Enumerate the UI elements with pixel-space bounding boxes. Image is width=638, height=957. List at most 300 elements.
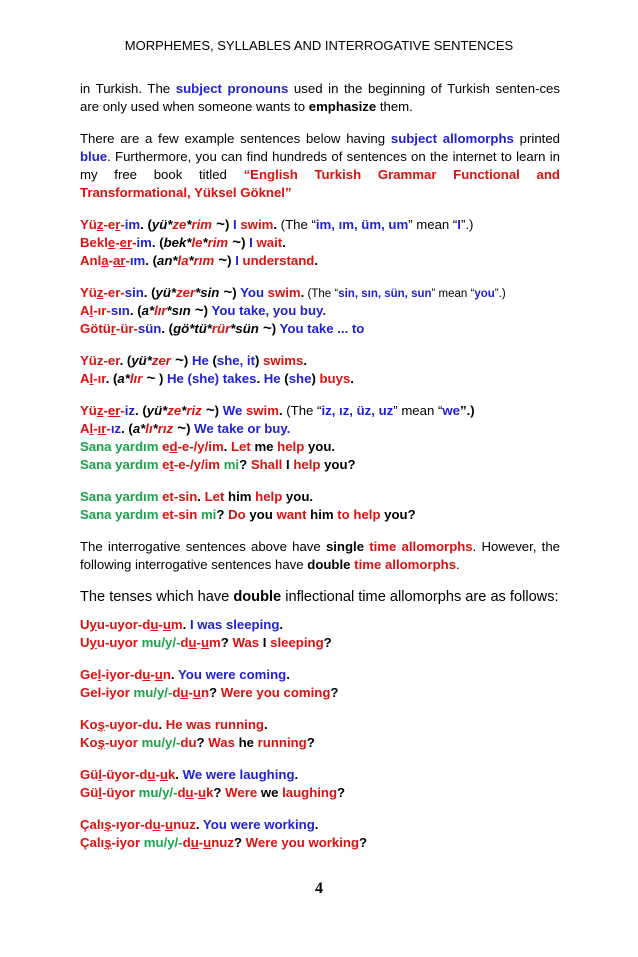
example-group (80, 666, 560, 702)
sentence-segment: l (89, 371, 94, 386)
sentence-segment: . (278, 403, 283, 418)
sentence-segment: im (136, 235, 152, 250)
sentence-segment: . ( (135, 403, 147, 418)
sentence-segment: -uyor (104, 635, 142, 650)
sentence-segment: ? (337, 785, 346, 800)
sentence-segment: . (314, 253, 319, 268)
example-sentence (80, 634, 560, 652)
keyword-emphasize: emphasize (308, 99, 377, 114)
sentence-segment: yü* (155, 285, 177, 300)
sentence-segment: nuz (211, 835, 234, 850)
sentence-segment: lır (154, 303, 167, 318)
example-sentence (80, 684, 560, 702)
sentence-segment: gö*tü* (173, 321, 212, 336)
sentence-segment: -üyor (102, 785, 139, 800)
text-run: The interrogative sentences above have (80, 539, 326, 554)
sentence-segment: . (195, 817, 203, 832)
sentence-segment: z (96, 403, 104, 418)
example-sentence (80, 784, 560, 802)
interrogative-paragraph (80, 538, 560, 574)
example-sentence (80, 252, 560, 270)
sentence-segment: You take, you buy. (211, 303, 327, 318)
sentence-segment: -e-/y/im (173, 457, 224, 472)
sentence-segment: iz, ız, üz, uz (321, 403, 394, 418)
sentence-segment: - (196, 635, 201, 650)
sentence-segment: Yüz (80, 353, 104, 368)
sentence-segment: ır (97, 303, 107, 318)
example-sentence (80, 456, 560, 474)
example-sentence (80, 216, 560, 234)
sentence-segment: u (188, 635, 197, 650)
sentence-segment: ? (239, 457, 251, 472)
sentence-segment: Anl (80, 253, 102, 268)
sentence-segment: Bekl (80, 235, 108, 250)
sentence-segment: I was sleeping (189, 617, 280, 632)
sentence-segment: He (191, 353, 209, 368)
sentence-segment: u (154, 667, 163, 682)
sentence-segment: er (107, 403, 121, 418)
sentence-segment: - (93, 303, 98, 318)
example-group (80, 216, 560, 270)
keyword-single: single (325, 539, 365, 554)
sentence-segment: u (165, 817, 174, 832)
tenses-heading (80, 588, 560, 606)
sentence-segment: nuz (173, 817, 196, 832)
tilde-symbol: ~ (214, 252, 228, 269)
sentence-segment: ? (213, 785, 226, 800)
sentence-segment: Çalı (80, 835, 105, 850)
example-sentence (80, 766, 560, 784)
sentence-segment: ze (172, 217, 187, 232)
sentence-segment: ) (311, 371, 320, 386)
sentence-segment: we (442, 403, 460, 418)
tilde-symbol: ~ (201, 402, 215, 419)
sentence-segment: z (96, 285, 104, 300)
sentence-segment: er (107, 353, 120, 368)
sentence-segment: m (209, 635, 221, 650)
sentence-segment: a (101, 253, 109, 268)
sentence-segment: . ( (143, 285, 156, 300)
sentence-segment: l (89, 303, 94, 318)
example-group (80, 766, 560, 802)
sentence-segment: Götü (80, 321, 111, 336)
sentence-segment: - (115, 321, 121, 336)
sentence-segment: * (152, 421, 158, 436)
example-group (80, 284, 560, 338)
sentence-segment: I (282, 457, 294, 472)
tilde-symbol: ~ (142, 370, 156, 387)
sentence-segment: ) (227, 253, 236, 268)
sentence-segment: . ( (121, 421, 133, 436)
sentence-segment: I (235, 253, 239, 268)
sentence-segment: ) (271, 321, 280, 336)
sentence-segment: A (80, 371, 90, 386)
sentence-segment: ş (97, 717, 105, 732)
sentence-segment: Ko (80, 735, 98, 750)
sentence-segment: y (89, 635, 97, 650)
sentence-segment: -iyor-d (101, 667, 143, 682)
example-sentence (80, 666, 560, 684)
text-run: printed (513, 131, 560, 146)
sentence-segment: ) (232, 285, 241, 300)
sentence-segment: u (96, 617, 105, 632)
sentence-segment: You were coming (177, 667, 287, 682)
sentence-segment: - (103, 217, 108, 232)
tilde-symbol: ~ (258, 320, 272, 337)
sentence-segment: mu/y/- (141, 735, 181, 750)
sentence-segment: m (170, 617, 183, 632)
sentence-segment: Sana yardım (80, 507, 163, 522)
sentence-segment: she, it (216, 353, 255, 368)
sentence-segment: n (162, 667, 171, 682)
sentence-segment: You take ... to (279, 321, 365, 336)
sentence-segment: *sin (195, 285, 220, 300)
sentence-segment: u (159, 767, 168, 782)
sentence-segment: ” mean “ (431, 288, 475, 300)
sentence-segment: d (182, 835, 191, 850)
sentence-segment: him (306, 507, 338, 522)
sentence-segment: - (125, 253, 130, 268)
book-title: “English Turkish Grammar Functional and Transformational, Yüksel Göknel” (80, 167, 560, 200)
sentence-segment: you (474, 288, 495, 300)
sentence-segment: ? (233, 835, 246, 850)
sentence-segment: Yü (80, 217, 97, 232)
sentence-segment: Yü (80, 285, 97, 300)
sentence-segment: Gel-iyor (80, 685, 134, 700)
sentence-segment: . (175, 767, 183, 782)
sentence-segment: ız (110, 421, 122, 436)
sentence-segment: . (263, 717, 268, 732)
example-groups-2 (80, 616, 560, 852)
sentence-segment: you (245, 507, 277, 522)
keyword-subject-allomorphs: subject allomorphs (390, 131, 514, 146)
sentence-segment: la (177, 253, 189, 268)
sentence-segment: ş (104, 835, 112, 850)
sentence-segment: Were you working (245, 835, 360, 850)
sentence-segment: help (293, 457, 321, 472)
sentence-segment: -uyor (104, 735, 142, 750)
example-sentence (80, 320, 560, 338)
sentence-segment: l (89, 421, 94, 436)
sentence-segment: ? (359, 835, 368, 850)
sentence-segment: Was (232, 635, 260, 650)
sentence-segment: to (337, 507, 350, 522)
sentence-segment: He (263, 371, 281, 386)
sentence-segment: ar (113, 253, 126, 268)
sentence-segment: Were (225, 785, 258, 800)
text-run: The tenses which have (80, 589, 234, 605)
tilde-symbol: ~ (212, 216, 225, 233)
sentence-segment: - (198, 835, 204, 850)
example-sentence (80, 488, 560, 506)
sentence-segment: A (80, 421, 90, 436)
sentence-segment: ım (129, 253, 146, 268)
sentence-segment: Çalı (80, 817, 105, 832)
sentence-segment: - (93, 371, 98, 386)
sentence-segment: him (224, 489, 256, 504)
keyword-double: double (233, 589, 282, 605)
sentence-segment: He was running (165, 717, 264, 732)
sentence-segment: - (193, 785, 199, 800)
sentence-segment: ) (183, 353, 192, 368)
sentence-segment: rım (193, 253, 215, 268)
sentence-segment: (The “ (277, 217, 316, 232)
sentence-segment: Let (231, 439, 251, 454)
sentence-segment: ) (254, 353, 264, 368)
sentence-segment: Sana yardım (80, 457, 163, 472)
sentence-segment: Yü (80, 403, 97, 418)
sentence-segment: . ( (140, 217, 152, 232)
sentence-segment: - (103, 285, 108, 300)
sentence-segment: u (162, 617, 171, 632)
sentence-segment: he (234, 735, 258, 750)
sentence-segment: - (106, 303, 111, 318)
sentence-segment: rız (157, 421, 174, 436)
sentence-segment: ? (323, 635, 332, 650)
sentence-segment: ) (224, 217, 234, 232)
example-group (80, 716, 560, 752)
tilde-symbol: ~ (228, 234, 242, 251)
sentence-segment: e (162, 439, 170, 454)
sentence-segment: . ( (151, 235, 164, 250)
sentence-segment: u (150, 617, 159, 632)
sentence-segment: -ıyor-d (111, 817, 153, 832)
sentence-segment: d (172, 685, 181, 700)
example-sentence (80, 352, 560, 370)
sentence-segment: d (180, 635, 189, 650)
sentence-segment: ? (330, 685, 339, 700)
sentence-segment: help (255, 489, 283, 504)
sentence-segment: . (197, 489, 205, 504)
sentence-segment: a* (117, 371, 130, 386)
sentence-segment: k (206, 785, 214, 800)
example-groups-1 (80, 216, 560, 524)
sentence-segment: rim (207, 235, 229, 250)
example-group (80, 816, 560, 852)
sentence-segment: du (180, 735, 197, 750)
sentence-segment: sin, sın, sün, sun (338, 288, 432, 300)
sentence-segment: im (124, 217, 141, 232)
sentence-segment: zer (151, 353, 171, 368)
example-sentence (80, 834, 560, 852)
sentence-segment: . (256, 371, 264, 386)
sentence-segment: . (282, 235, 286, 250)
sentence-segment: Was (208, 735, 235, 750)
example-sentence (80, 302, 560, 320)
sentence-segment: sın (110, 303, 130, 318)
sentence-segment: u (200, 635, 210, 650)
tilde-symbol: ~ (170, 352, 184, 369)
sentence-segment: n (200, 685, 209, 700)
sentence-segment: er (119, 235, 133, 250)
sentence-segment: you? (380, 507, 416, 522)
sentence-segment: I (259, 635, 271, 650)
example-group (80, 352, 560, 388)
sentence-segment: rür (211, 321, 231, 336)
sentence-segment: running (257, 735, 307, 750)
sentence-segment: -uyor-du (104, 717, 159, 732)
sentence-segment: ? (196, 735, 209, 750)
sentence-segment: le (191, 235, 203, 250)
keyword-double: double (307, 557, 351, 572)
sentence-segment: . (286, 667, 290, 682)
sentence-segment: Ko (80, 717, 98, 732)
text-run: in Turkish. The (80, 81, 176, 96)
sentence-segment: * (188, 253, 194, 268)
example-sentence (80, 402, 560, 420)
sentence-segment: you. (282, 489, 314, 504)
sentence-segment: u (190, 835, 199, 850)
sentence-segment: . (300, 285, 305, 300)
sentence-segment: - (160, 817, 166, 832)
sentence-segment: swims (263, 353, 304, 368)
sentence-segment: u (192, 685, 201, 700)
sentence-segment: mu/y/- (133, 685, 173, 700)
sentence-segment: . ( (145, 253, 157, 268)
sentence-segment: yü* (131, 353, 152, 368)
sentence-segment: . (223, 439, 231, 454)
sentence-segment: * (202, 235, 208, 250)
sentence-segment: lır (129, 371, 143, 386)
sentence-segment: ) (214, 403, 223, 418)
example-sentence (80, 716, 560, 734)
sentence-segment: ”.) (459, 403, 475, 418)
keyword-subject-pronouns: subject pronouns (175, 81, 289, 96)
sentence-segment: Shall (250, 457, 283, 472)
sentence-segment: e (107, 217, 116, 232)
keyword-time-allomorphs: time allomorphs (369, 539, 473, 554)
intro-paragraph-1 (80, 80, 560, 116)
sentence-segment: - (108, 253, 113, 268)
sentence-segment: d (169, 439, 178, 454)
sentence-segment: mu/y/- (143, 835, 183, 850)
sentence-segment: . (170, 667, 178, 682)
sentence-segment: sün (137, 321, 162, 336)
sentence-segment: . (350, 371, 354, 386)
sentence-segment: ş (97, 735, 105, 750)
sentence-segment: a* (132, 421, 146, 436)
sentence-segment: ( (280, 371, 289, 386)
sentence-segment: er (107, 285, 121, 300)
sentence-segment: buys (319, 371, 351, 386)
sentence-segment: u (147, 767, 156, 782)
sentence-segment: I (457, 217, 461, 232)
text-run: There are a few example sentences below having (80, 131, 391, 146)
sentence-segment: sin (124, 285, 144, 300)
text-run: inflectional time allomorphs are as follows: (281, 589, 559, 605)
sentence-segment: mi (200, 507, 217, 522)
text-run: used in the beginning of Turkish senten-ces are only used when someone wants to (80, 81, 560, 114)
running-header: MORPHEMES, SYLLABLES AND INTERROGATIVE SENTENCES (124, 38, 514, 53)
sentence-segment: lı (145, 421, 153, 436)
sentence-segment: - (115, 235, 120, 250)
sentence-segment: rim (191, 217, 213, 232)
example-sentence (80, 616, 560, 634)
example-sentence (80, 234, 560, 252)
intro-paragraph-2 (80, 130, 560, 202)
sentence-segment: e (162, 457, 170, 472)
sentence-segment: . (279, 617, 284, 632)
tilde-symbol: ~ (219, 284, 233, 301)
sentence-segment: you? (320, 457, 356, 472)
sentence-segment: mi (223, 457, 240, 472)
sentence-segment: Do (228, 507, 246, 522)
tilde-symbol: ~ (173, 420, 187, 437)
sentence-segment: We take or buy. (194, 421, 291, 436)
sentence-segment: mu/y/- (138, 785, 178, 800)
sentence-segment: help (353, 507, 381, 522)
sentence-segment: understand (238, 253, 315, 268)
sentence-segment: . (294, 767, 299, 782)
sentence-segment: yü* (146, 403, 168, 418)
sentence-segment: - (103, 403, 108, 418)
sentence-segment: Sana yardım (80, 439, 163, 454)
sentence-segment: bek* (163, 235, 192, 250)
sentence-segment: ır (97, 421, 107, 436)
sentence-segment: ) (203, 303, 212, 318)
sentence-segment: - (155, 767, 160, 782)
sentence-segment: -uyor-d (104, 617, 151, 632)
sentence-segment: You (240, 285, 265, 300)
sentence-segment: - (133, 321, 138, 336)
sentence-segment: mu/y/- (141, 635, 181, 650)
sentence-segment: ır (97, 371, 106, 386)
sentence-segment: ( (208, 353, 217, 368)
example-sentence (80, 284, 560, 302)
sentence-segment: iz (124, 403, 135, 418)
text-run: . Furthermore, you can find hundreds of sentences on the internet to learn in my free book titled (80, 149, 560, 182)
sentence-segment: zer (176, 285, 196, 300)
sentence-segment: laughing (282, 785, 338, 800)
text-run: them. (376, 99, 413, 114)
sentence-segment: U (80, 617, 90, 632)
sentence-segment: you. (304, 439, 336, 454)
sentence-segment: Were you coming (220, 685, 331, 700)
example-sentence (80, 370, 560, 388)
sentence-segment: a* (141, 303, 155, 318)
sentence-segment: *sün (230, 321, 259, 336)
sentence-segment: help (277, 439, 305, 454)
sentence-segment: Gü (80, 767, 99, 782)
sentence-segment: . ( (119, 353, 132, 368)
example-sentence (80, 506, 560, 524)
sentence-segment: we (257, 785, 283, 800)
sentence-segment: ? (306, 735, 315, 750)
sentence-segment: k (167, 767, 176, 782)
sentence-segment: me (250, 439, 278, 454)
sentence-segment: u (198, 785, 207, 800)
sentence-segment: u (203, 835, 212, 850)
example-group (80, 616, 560, 652)
sentence-segment: z (96, 217, 104, 232)
sentence-segment: We (222, 403, 243, 418)
example-sentence (80, 734, 560, 752)
sentence-segment: I (249, 235, 253, 250)
sentence-segment: l (97, 667, 102, 682)
sentence-segment: Gü (80, 785, 99, 800)
sentence-segment: -iyor (111, 835, 144, 850)
sentence-segment: et-sin (162, 507, 201, 522)
sentence-segment: - (120, 217, 125, 232)
sentence-segment: ? (216, 507, 229, 522)
sentence-segment: swim (264, 285, 301, 300)
example-group (80, 488, 560, 524)
sentence-segment: sleeping (270, 635, 324, 650)
sentence-segment: U (80, 635, 90, 650)
sentence-segment: (The “ (282, 403, 322, 418)
sentence-segment: He (she) takes (167, 371, 257, 386)
sentence-segment: an* (157, 253, 178, 268)
